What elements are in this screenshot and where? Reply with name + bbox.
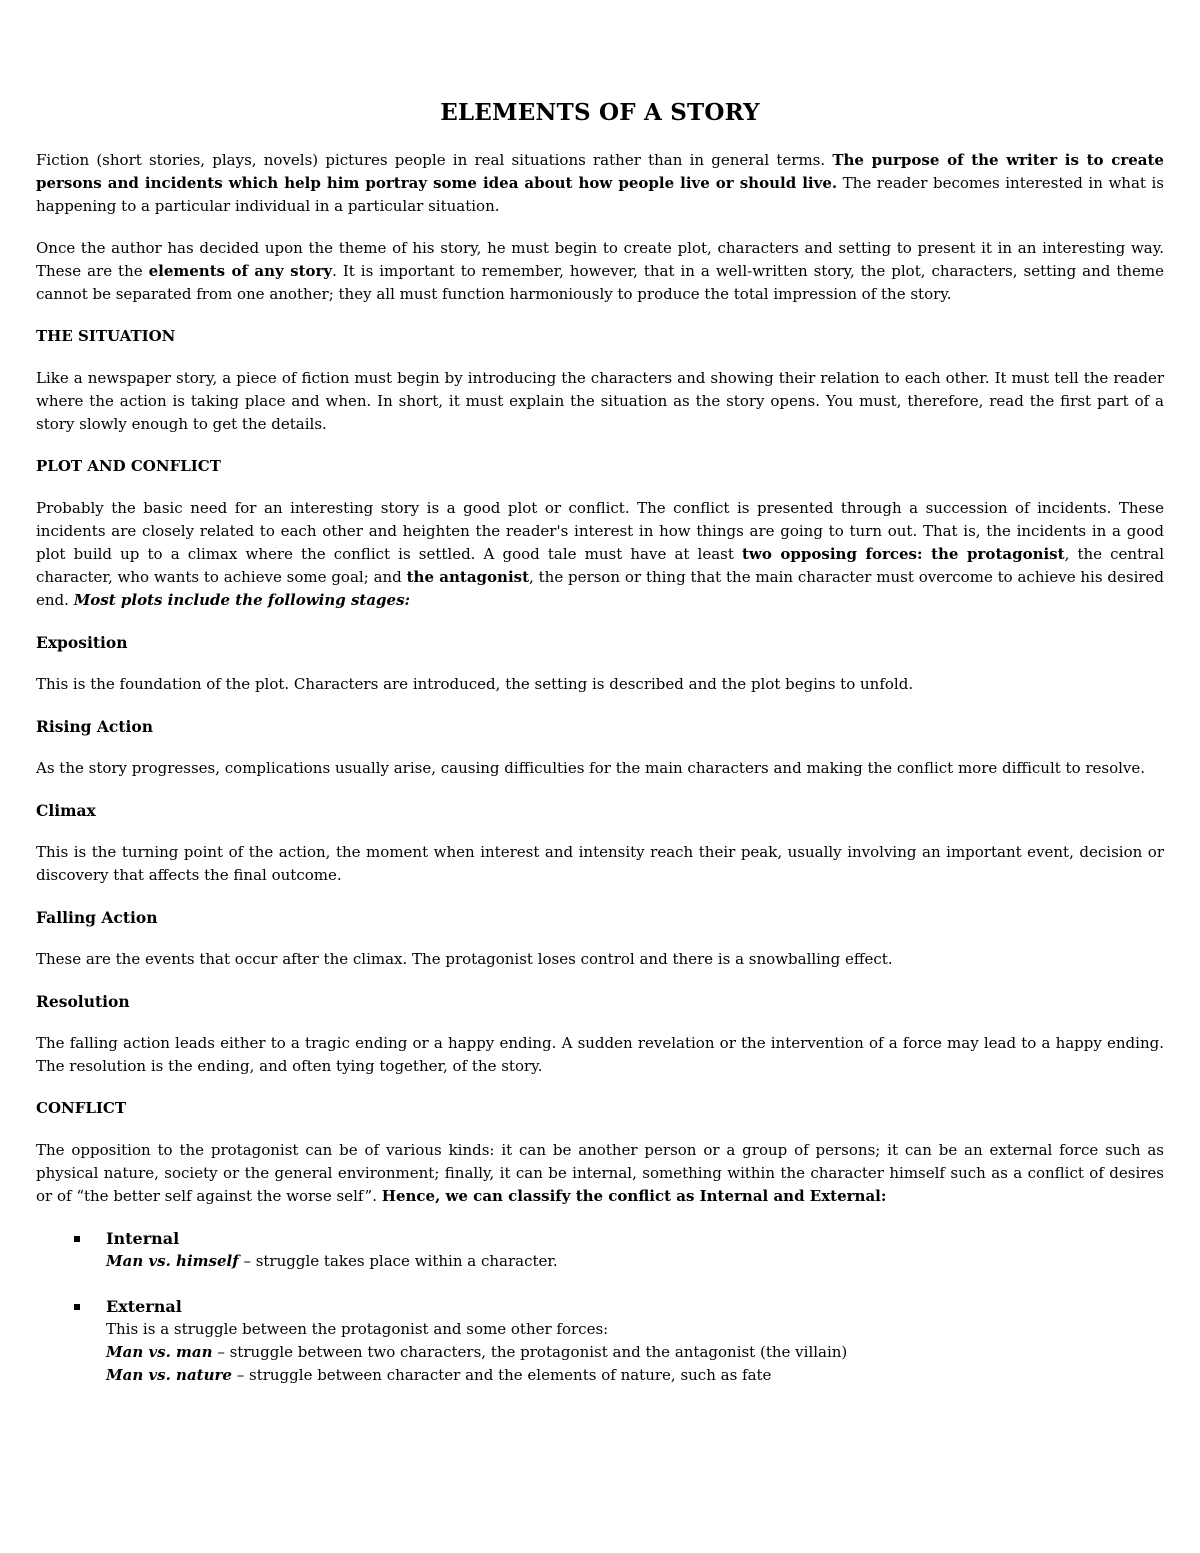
stage-heading-falling-action: Falling Action bbox=[36, 908, 158, 927]
stage-text-climax: This is the turning point of the action, the moment when interest and intensity reach their peak, usually involving an important event, decision or discovery that affects the final outcome. bbox=[36, 843, 1164, 884]
external-man-vs-nature: Man vs. nature – struggle between character and the elements of nature, such as fate bbox=[106, 1366, 772, 1384]
situation-paragraph: Like a newspaper story, a piece of fiction must begin by introducing the characters and showing their relation to each other. It must tell the reader where the action is taking place and when. In short, it must explain the situation as the story opens. You must, therefore, read the first part of a story slowly enough to get the details. bbox=[36, 369, 1164, 433]
section-heading-conflict: CONFLICT bbox=[36, 1099, 127, 1117]
external-intro: This is a struggle between the protagonist and some other forces: bbox=[106, 1320, 609, 1338]
section-heading-situation: THE SITUATION bbox=[36, 327, 176, 345]
conflict-types-list bbox=[36, 1227, 1164, 1387]
square-bullet-icon bbox=[74, 1236, 80, 1242]
intro-paragraph-1: Fiction (short stories, plays, novels) pictures people in real situations rather than in general terms. The purpose of the writer is to create persons and incidents which help him portray some idea about how people live or should live. The reader becomes interested in what is happening to a particular individual in a particular situation. bbox=[36, 151, 1164, 215]
page-title: ELEMENTS OF A STORY bbox=[440, 99, 760, 126]
internal-description: Man vs. himself – struggle takes place within a character. bbox=[106, 1252, 558, 1270]
stage-text-falling-action: These are the events that occur after the climax. The protagonist loses control and there is a snowballing effect. bbox=[36, 950, 893, 968]
section-heading-plot: PLOT AND CONFLICT bbox=[36, 457, 221, 475]
list-item-internal bbox=[36, 1227, 1164, 1273]
intro-paragraph-2: Once the author has decided upon the theme of his story, he must begin to create plot, characters and setting to present it in an interesting way. These are the elements of any story. It is important to remember, however, that in a well-written story, the plot, characters, setting and theme cannot be separated from one another; they all must function harmoniously to produce the total impression of the story. bbox=[36, 239, 1164, 303]
list-item-external bbox=[36, 1295, 1164, 1387]
stage-text-rising-action: As the story progresses, complications usually arise, causing difficulties for the main characters and making the conflict more difficult to resolve. bbox=[36, 759, 1146, 777]
external-man-vs-man: Man vs. man – struggle between two characters, the protagonist and the antagonist (the villain) bbox=[106, 1343, 848, 1361]
plot-paragraph: Probably the basic need for an interesting story is a good plot or conflict. The conflict is presented through a succession of incidents. These incidents are closely related to each other and heighten the reader's interest in how things are going to turn out. That is, the incidents in a good plot build up to a climax where the conflict is settled. A good tale must have at least two opposing forces: the protagonist, the central character, who wants to achieve some goal; and the antagonist, the person or thing that the main character must overcome to achieve his desired end. Most plots include the following stages: bbox=[36, 499, 1165, 609]
stage-heading-resolution: Resolution bbox=[36, 992, 130, 1011]
stage-text-resolution: The falling action leads either to a tragic ending or a happy ending. A sudden revelation or the intervention of a force may lead to a happy ending. The resolution is the ending, and often tying together, of the story. bbox=[36, 1034, 1164, 1075]
conflict-paragraph: The opposition to the protagonist can be of various kinds: it can be another person or a group of persons; it can be an external force such as physical nature, society or the general environment; finally, it can be internal, something within the character himself such as a conflict of desires or of “the better self against the worse self”. Hence, we can classify the conflict as Internal and External: bbox=[36, 1141, 1164, 1205]
square-bullet-icon bbox=[74, 1304, 80, 1310]
external-title: External bbox=[106, 1297, 182, 1316]
internal-title: Internal bbox=[106, 1229, 180, 1248]
stage-heading-rising-action: Rising Action bbox=[36, 717, 154, 736]
stage-heading-exposition: Exposition bbox=[36, 633, 128, 652]
stage-heading-climax: Climax bbox=[36, 801, 96, 820]
stage-text-exposition: This is the foundation of the plot. Characters are introduced, the setting is described and the plot begins to unfold. bbox=[36, 675, 914, 693]
